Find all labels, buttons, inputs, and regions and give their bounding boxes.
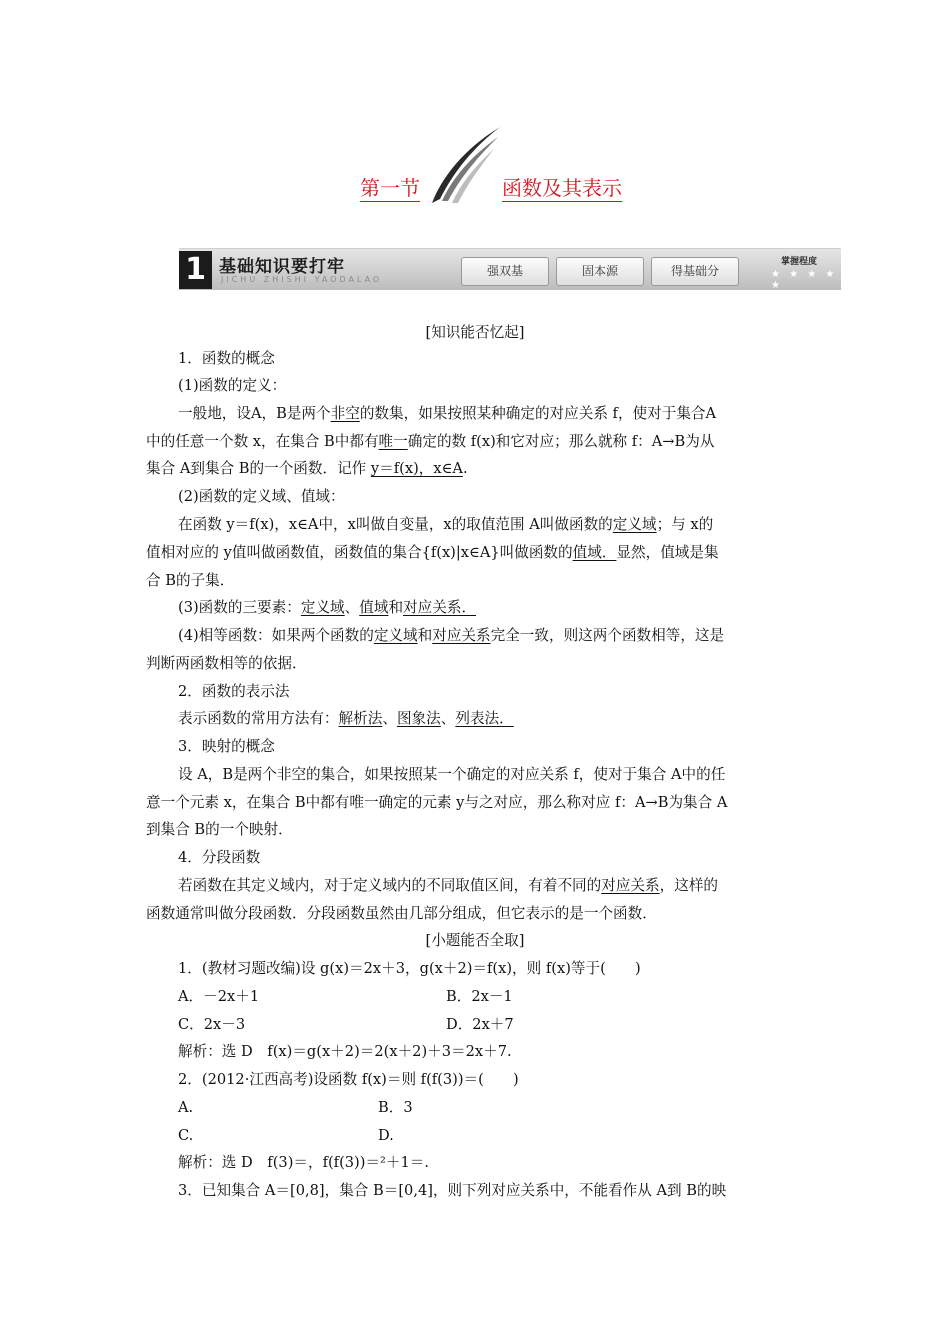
question-2-option-b: B．3 [378,1099,413,1116]
question-2-solution: 解析：选 D f(3)＝，f(f(3))＝²＋1＝. [178,1154,429,1171]
question-1-option-b: B．2x－1 [446,988,513,1005]
question-3: 3．已知集合 A＝[0,8]，集合 B＝[0,4]，则下列对应关系中，不能看作从 A到 B的映 [178,1182,727,1199]
banner-number-badge [179,251,212,289]
tab-score-basics[interactable]: 得基础分 [651,257,739,286]
question-1-option-c: C．2x－3 [178,1016,246,1033]
question-2: 2．(2012·江西高考)设函数 f(x)＝则 f(f(3))＝( ) [178,1071,519,1088]
section-banner [179,248,841,290]
text-line: 一般地，设A，B是两个非空的数集，如果按照某种确定的对应关系 f，使对于集合A [178,405,717,422]
section-number-title: 第一节 [360,176,420,200]
underlined-answer: 列表法． [455,710,514,727]
text-line: 设 A，B是两个非空的集合，如果按照某一个确定的对应关系 f，使对于集合 A中的任 [178,766,726,783]
text-line: 中的任意一个数 x，在集合 B中都有唯一确定的数 f(x)和它对应；那么就称 f：A→B为从 [146,433,715,450]
exercises-header: [小题能否全取] [425,932,525,949]
text-line: 判断两函数相等的依据． [146,655,307,672]
banner-subtitle: JICHU ZHISHI YAODALAO [221,275,383,284]
heading-mapping: 3．映射的概念 [178,738,275,755]
heading-representation: 2．函数的表示法 [178,683,290,700]
chapter-title [0,120,950,210]
underlined-answer: 定义域 [373,627,418,644]
underlined-answer: y＝f(x)，x∈A [370,460,463,477]
mastery-stars-icon: ★ ★ ★ ★ ★ [771,269,838,291]
text-line: 意一个元素 x，在集合 B中都有唯一确定的元素 y与之对应，那么称对应 f：A→B为集合 A [146,794,728,811]
underlined-answer: 图象法 [396,710,441,727]
heading-function-concept: 1．函数的概念 [178,350,275,367]
underlined-answer: 值域 [359,599,389,616]
underlined-answer: 非空 [330,405,360,422]
underlined-answer: 值域． [572,544,617,561]
text-line: (4)相等函数：如果两个函数的定义域和对应关系完全一致，则这两个函数相等，这是 [178,627,725,644]
text-line: 到集合 B的一个映射． [146,821,293,838]
underlined-answer: 解析法 [338,710,383,727]
section-topic-title: 函数及其表示 [502,176,622,200]
tab-strengthen-basics[interactable]: 强双基 [461,257,549,286]
question-2-option-d: D. [378,1127,394,1144]
text-line: 合 B的子集． [146,572,235,589]
underlined-answer: 定义域 [300,599,345,616]
question-1: 1．(教材习题改编)设 g(x)＝2x＋3，g(x＋2)＝f(x)，则 f(x)等于( ) [178,960,641,977]
underlined-answer: 唯一 [378,433,408,450]
underlined-answer: 定义域 [612,516,657,533]
text-line: 表示函数的常用方法有：解析法、图象法、列表法． [178,710,514,727]
text-line: 在函数 y＝f(x)，x∈A中，x叫做自变量，x的取值范围 A叫做函数的定义域；与 x的 [178,516,714,533]
tab-consolidate-foundation[interactable]: 固本源 [556,257,644,286]
banner-number: 1 [185,252,206,287]
question-1-option-d: D．2x＋7 [446,1016,514,1033]
text-line: 函数通常叫做分段函数．分段函数虽然由几部分组成，但它表示的是一个函数． [146,905,657,922]
question-2-option-a: A. [178,1099,194,1116]
subheading-domain-range: (2)函数的定义域、值域： [178,488,345,505]
underlined-answer: 对应关系 [432,627,491,644]
question-1-option-a: A．－2x＋1 [178,988,260,1005]
question-2-option-c: C. [178,1127,194,1144]
underlined-answer: 对应关系． [403,599,477,616]
subheading-definition: (1)函数的定义： [178,377,287,394]
text-line: 集合 A到集合 B的一个函数．记作 y＝f(x)，x∈A. [146,460,468,477]
question-1-solution: 解析：选 D f(x)＝g(x＋2)＝2(x＋2)＋3＝2x＋7. [178,1043,512,1060]
mastery-level-label: 掌握程度 [780,257,817,267]
knowledge-header: [知识能否忆起] [425,324,525,341]
text-line: 值相对应的 y值叫做函数值，函数值的集合{f(x)|x∈A}叫做函数的值域．显然，值域是集 [146,544,719,561]
underlined-answer: 对应关系 [601,877,660,894]
heading-piecewise: 4．分段函数 [178,849,261,866]
swoosh-decoration-icon [428,125,504,205]
banner-title: 基础知识要打牢 [219,257,345,277]
text-line: 若函数在其定义域内，对于定义域内的不同取值区间，有着不同的对应关系，这样的 [178,877,719,894]
text-line: (3)函数的三要素：定义域、值域和对应关系． [178,599,477,616]
